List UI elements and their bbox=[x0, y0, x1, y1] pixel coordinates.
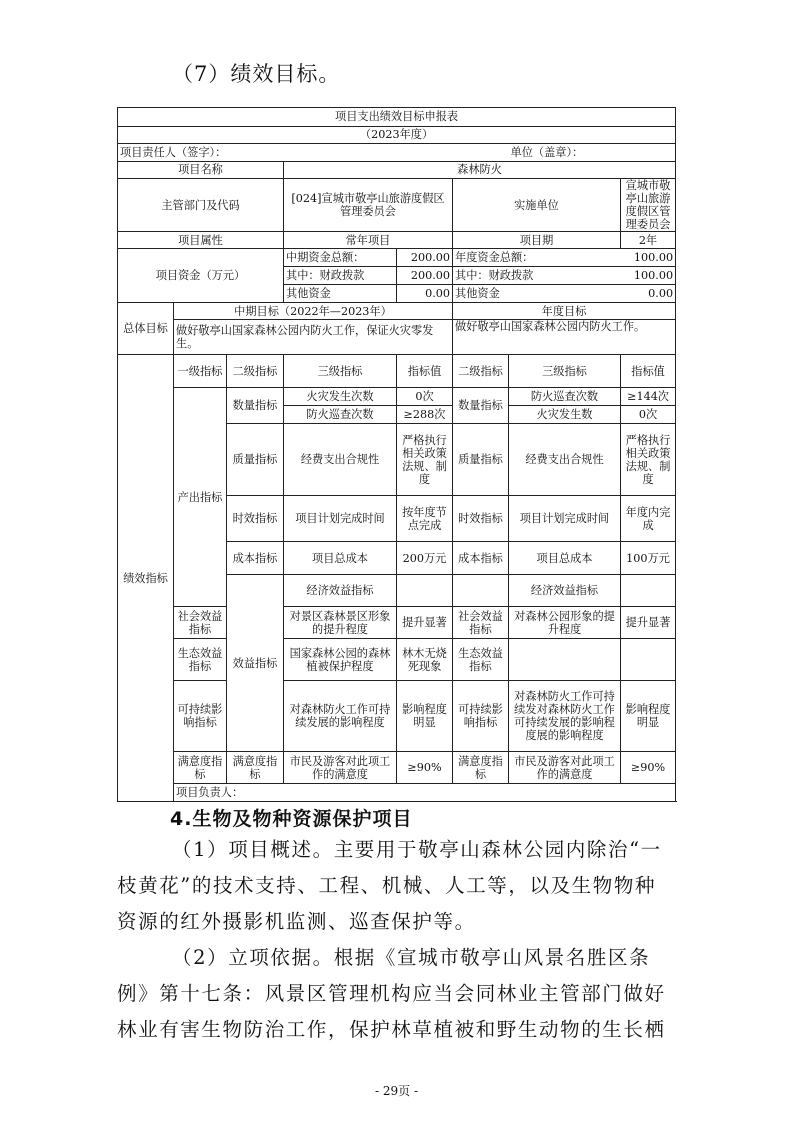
dept-value: [024]宣城市敬亭山旅游度假区管理委员会 bbox=[284, 179, 453, 232]
year-total-value: 100.00 bbox=[621, 249, 676, 267]
eco-label-mid: 生态效益指标 bbox=[174, 639, 227, 681]
mid-sustain-value: 影响程度明显 bbox=[397, 681, 453, 752]
year-time: 项目计划完成时间 bbox=[509, 496, 621, 542]
year-sustain: 对森林防火工作可持续发对森林防火工作可持续发展的影响程度展的影响程度 bbox=[509, 681, 621, 752]
output-indicator-label: 产出指标 bbox=[174, 388, 227, 607]
mid-goal-header: 中期目标（2022年—2023年） bbox=[174, 303, 453, 320]
year-social: 对森林公园形象的提升程度 bbox=[509, 607, 621, 639]
fund-label: 项目资金（万元） bbox=[118, 249, 284, 303]
attr-value: 常年项目 bbox=[284, 232, 453, 249]
section-heading: 4.生物及物种资源保护项目 bbox=[170, 808, 413, 830]
perf-indicator-label: 绩效指标 bbox=[118, 355, 174, 802]
mid-economic-value bbox=[453, 575, 509, 607]
year-cost-value: 100万元 bbox=[621, 542, 676, 575]
paragraph-line: 资源的红外摄影机监测、巡查保护等。 bbox=[117, 910, 476, 933]
mid-fiscal-value: 200.00 bbox=[397, 267, 453, 285]
sustain-label-mid: 可持续影响指标 bbox=[174, 681, 227, 752]
performance-table bbox=[117, 107, 676, 802]
satisfaction-label-year: 满意度指标 bbox=[453, 752, 509, 784]
table-year: （2023年度） bbox=[118, 127, 676, 144]
mid-other-value: 0.00 bbox=[397, 285, 453, 303]
economic-label-year: 经济效益指标 bbox=[509, 575, 621, 607]
year-qty1: 防火巡查次数 bbox=[509, 388, 621, 406]
cost-label-mid: 成本指标 bbox=[227, 542, 284, 575]
satisfaction-label-mid: 满意度指标 bbox=[227, 752, 284, 784]
eco-label-year: 生态效益指标 bbox=[453, 639, 509, 681]
year-quality: 经费支出合规性 bbox=[509, 424, 621, 496]
year-economic bbox=[621, 575, 676, 607]
sustain-label-year: 可持续影响指标 bbox=[453, 681, 509, 752]
mid-total-value: 200.00 bbox=[397, 249, 453, 267]
mid-eco-value: 林木无烧死现象 bbox=[397, 639, 453, 681]
table-title: 项目支出绩效目标申报表 bbox=[118, 108, 676, 127]
paragraph-line: 枝黄花”的技术支持、工程、机械、人工等，以及生物物种 bbox=[117, 874, 657, 897]
social-label-mid: 社会效益指标 bbox=[174, 607, 227, 639]
responsible-label: 项目责任人（签字）： bbox=[118, 144, 509, 162]
unit-label: 单位（盖章）： bbox=[509, 144, 676, 162]
mid-other-label: 其他资金 bbox=[284, 285, 397, 303]
page-number: - 29页 - bbox=[374, 1084, 418, 1098]
mid-time-value: 按年度节点完成 bbox=[397, 496, 453, 542]
year-total-label: 年度资金总额： bbox=[453, 249, 621, 267]
mid-cost: 项目总成本 bbox=[284, 542, 397, 575]
period-label: 项目期 bbox=[453, 232, 621, 249]
header-value-year: 指标值 bbox=[621, 355, 676, 388]
year-qty1-value: ≥144次 bbox=[621, 388, 676, 406]
mid-cost-value: 200万元 bbox=[397, 542, 453, 575]
year-qty2: 火灾发生数 bbox=[509, 406, 621, 424]
year-social-value: 提升显著 bbox=[621, 607, 676, 639]
year-sustain-value: 影响程度明显 bbox=[621, 681, 676, 752]
year-eco bbox=[509, 639, 621, 681]
benefit-indicator-label: 效益指标 bbox=[227, 575, 284, 752]
mid-satisfaction-value: ≥90% bbox=[397, 752, 453, 784]
leader-label: 项目负责人： bbox=[174, 784, 676, 802]
quality-label-mid: 质量指标 bbox=[227, 424, 284, 496]
impl-label: 实施单位 bbox=[453, 179, 621, 232]
project-name-value: 森林防火 bbox=[284, 162, 676, 179]
mid-fiscal-label: 其中：财政拨款 bbox=[284, 267, 397, 285]
social-label-year: 社会效益指标 bbox=[453, 607, 509, 639]
mid-total-label: 中期资金总额： bbox=[284, 249, 397, 267]
year-time-value: 年度内完成 bbox=[621, 496, 676, 542]
mid-social: 对景区森林景区形象的提升程度 bbox=[284, 607, 397, 639]
year-quality-value: 严格执行相关政策法规、制度 bbox=[621, 424, 676, 496]
period-value: 2年 bbox=[621, 232, 676, 249]
header-level3-year: 三级指标 bbox=[509, 355, 621, 388]
quantity-label-year: 数量指标 bbox=[453, 388, 509, 424]
header-level2-year: 二级指标 bbox=[453, 355, 509, 388]
mid-satisfaction: 市民及游客对此项工作的满意度 bbox=[284, 752, 397, 784]
mid-qty2-value: ≥288次 bbox=[397, 406, 453, 424]
satisfaction-indicator-label: 满意度指标 bbox=[174, 752, 227, 784]
dept-label: 主管部门及代码 bbox=[118, 179, 284, 232]
year-other-label: 其他资金 bbox=[453, 285, 621, 303]
mid-economic bbox=[397, 575, 453, 607]
paragraph-line: （1）项目概述。主要用于敬亭山森林公园内除治“一 bbox=[172, 838, 662, 861]
year-other-value: 0.00 bbox=[621, 285, 676, 303]
overall-goal-label: 总体目标 bbox=[118, 303, 174, 355]
year-cost: 项目总成本 bbox=[509, 542, 621, 575]
attr-label: 项目属性 bbox=[118, 232, 284, 249]
paragraph-line: 例》第十七条：风景区管理机构应当会同林业主管部门做好 bbox=[117, 982, 666, 1005]
quality-label-year: 质量指标 bbox=[453, 424, 509, 496]
time-label-mid: 时效指标 bbox=[227, 496, 284, 542]
quantity-label-mid: 数量指标 bbox=[227, 388, 284, 424]
year-satisfaction-value: ≥90% bbox=[621, 752, 676, 784]
mid-qty1-value: 0次 bbox=[397, 388, 453, 406]
cost-label-year: 成本指标 bbox=[453, 542, 509, 575]
year-goal-header: 年度目标 bbox=[453, 303, 676, 320]
mid-quality: 经费支出合规性 bbox=[284, 424, 397, 496]
header-level3-mid: 三级指标 bbox=[284, 355, 397, 388]
mid-eco: 国家森林公园的森林植被保护程度 bbox=[284, 639, 397, 681]
year-fiscal-value: 100.00 bbox=[621, 267, 676, 285]
paragraph-line: （2）立项依据。根据《宣城市敬亭山风景名胜区条 bbox=[172, 946, 651, 969]
year-fiscal-label: 其中：财政拨款 bbox=[453, 267, 621, 285]
header-level2-mid: 二级指标 bbox=[227, 355, 284, 388]
section-subheading: （7）绩效目标。 bbox=[172, 62, 341, 86]
project-name-label: 项目名称 bbox=[118, 162, 284, 179]
mid-sustain: 对森林防火工作可持续发展的影响程度 bbox=[284, 681, 397, 752]
year-eco-value bbox=[621, 639, 676, 681]
paragraph-line: 林业有害生物防治工作，保护林草植被和野生动物的生长栖 bbox=[117, 1018, 666, 1041]
mid-goal-text: 做好敬亭山国家森林公园内防火工作，保证火灾零发生。 bbox=[174, 320, 453, 355]
mid-quality-value: 严格执行相关政策法规、制度 bbox=[397, 424, 453, 496]
economic-label-mid: 经济效益指标 bbox=[284, 575, 397, 607]
time-label-year: 时效指标 bbox=[453, 496, 509, 542]
mid-qty2: 防火巡查次数 bbox=[284, 406, 397, 424]
impl-value: 宣城市敬亭山旅游度假区管理委员会 bbox=[621, 179, 676, 232]
header-level1: 一级指标 bbox=[174, 355, 227, 388]
mid-time: 项目计划完成时间 bbox=[284, 496, 397, 542]
year-goal-text: 做好敬亭山国家森林公园内防火工作。 bbox=[453, 320, 676, 355]
year-satisfaction: 市民及游客对此项工作的满意度 bbox=[509, 752, 621, 784]
mid-qty1: 火灾发生次数 bbox=[284, 388, 397, 406]
header-value-mid: 指标值 bbox=[397, 355, 453, 388]
mid-social-value: 提升显著 bbox=[397, 607, 453, 639]
year-qty2-value: 0次 bbox=[621, 406, 676, 424]
